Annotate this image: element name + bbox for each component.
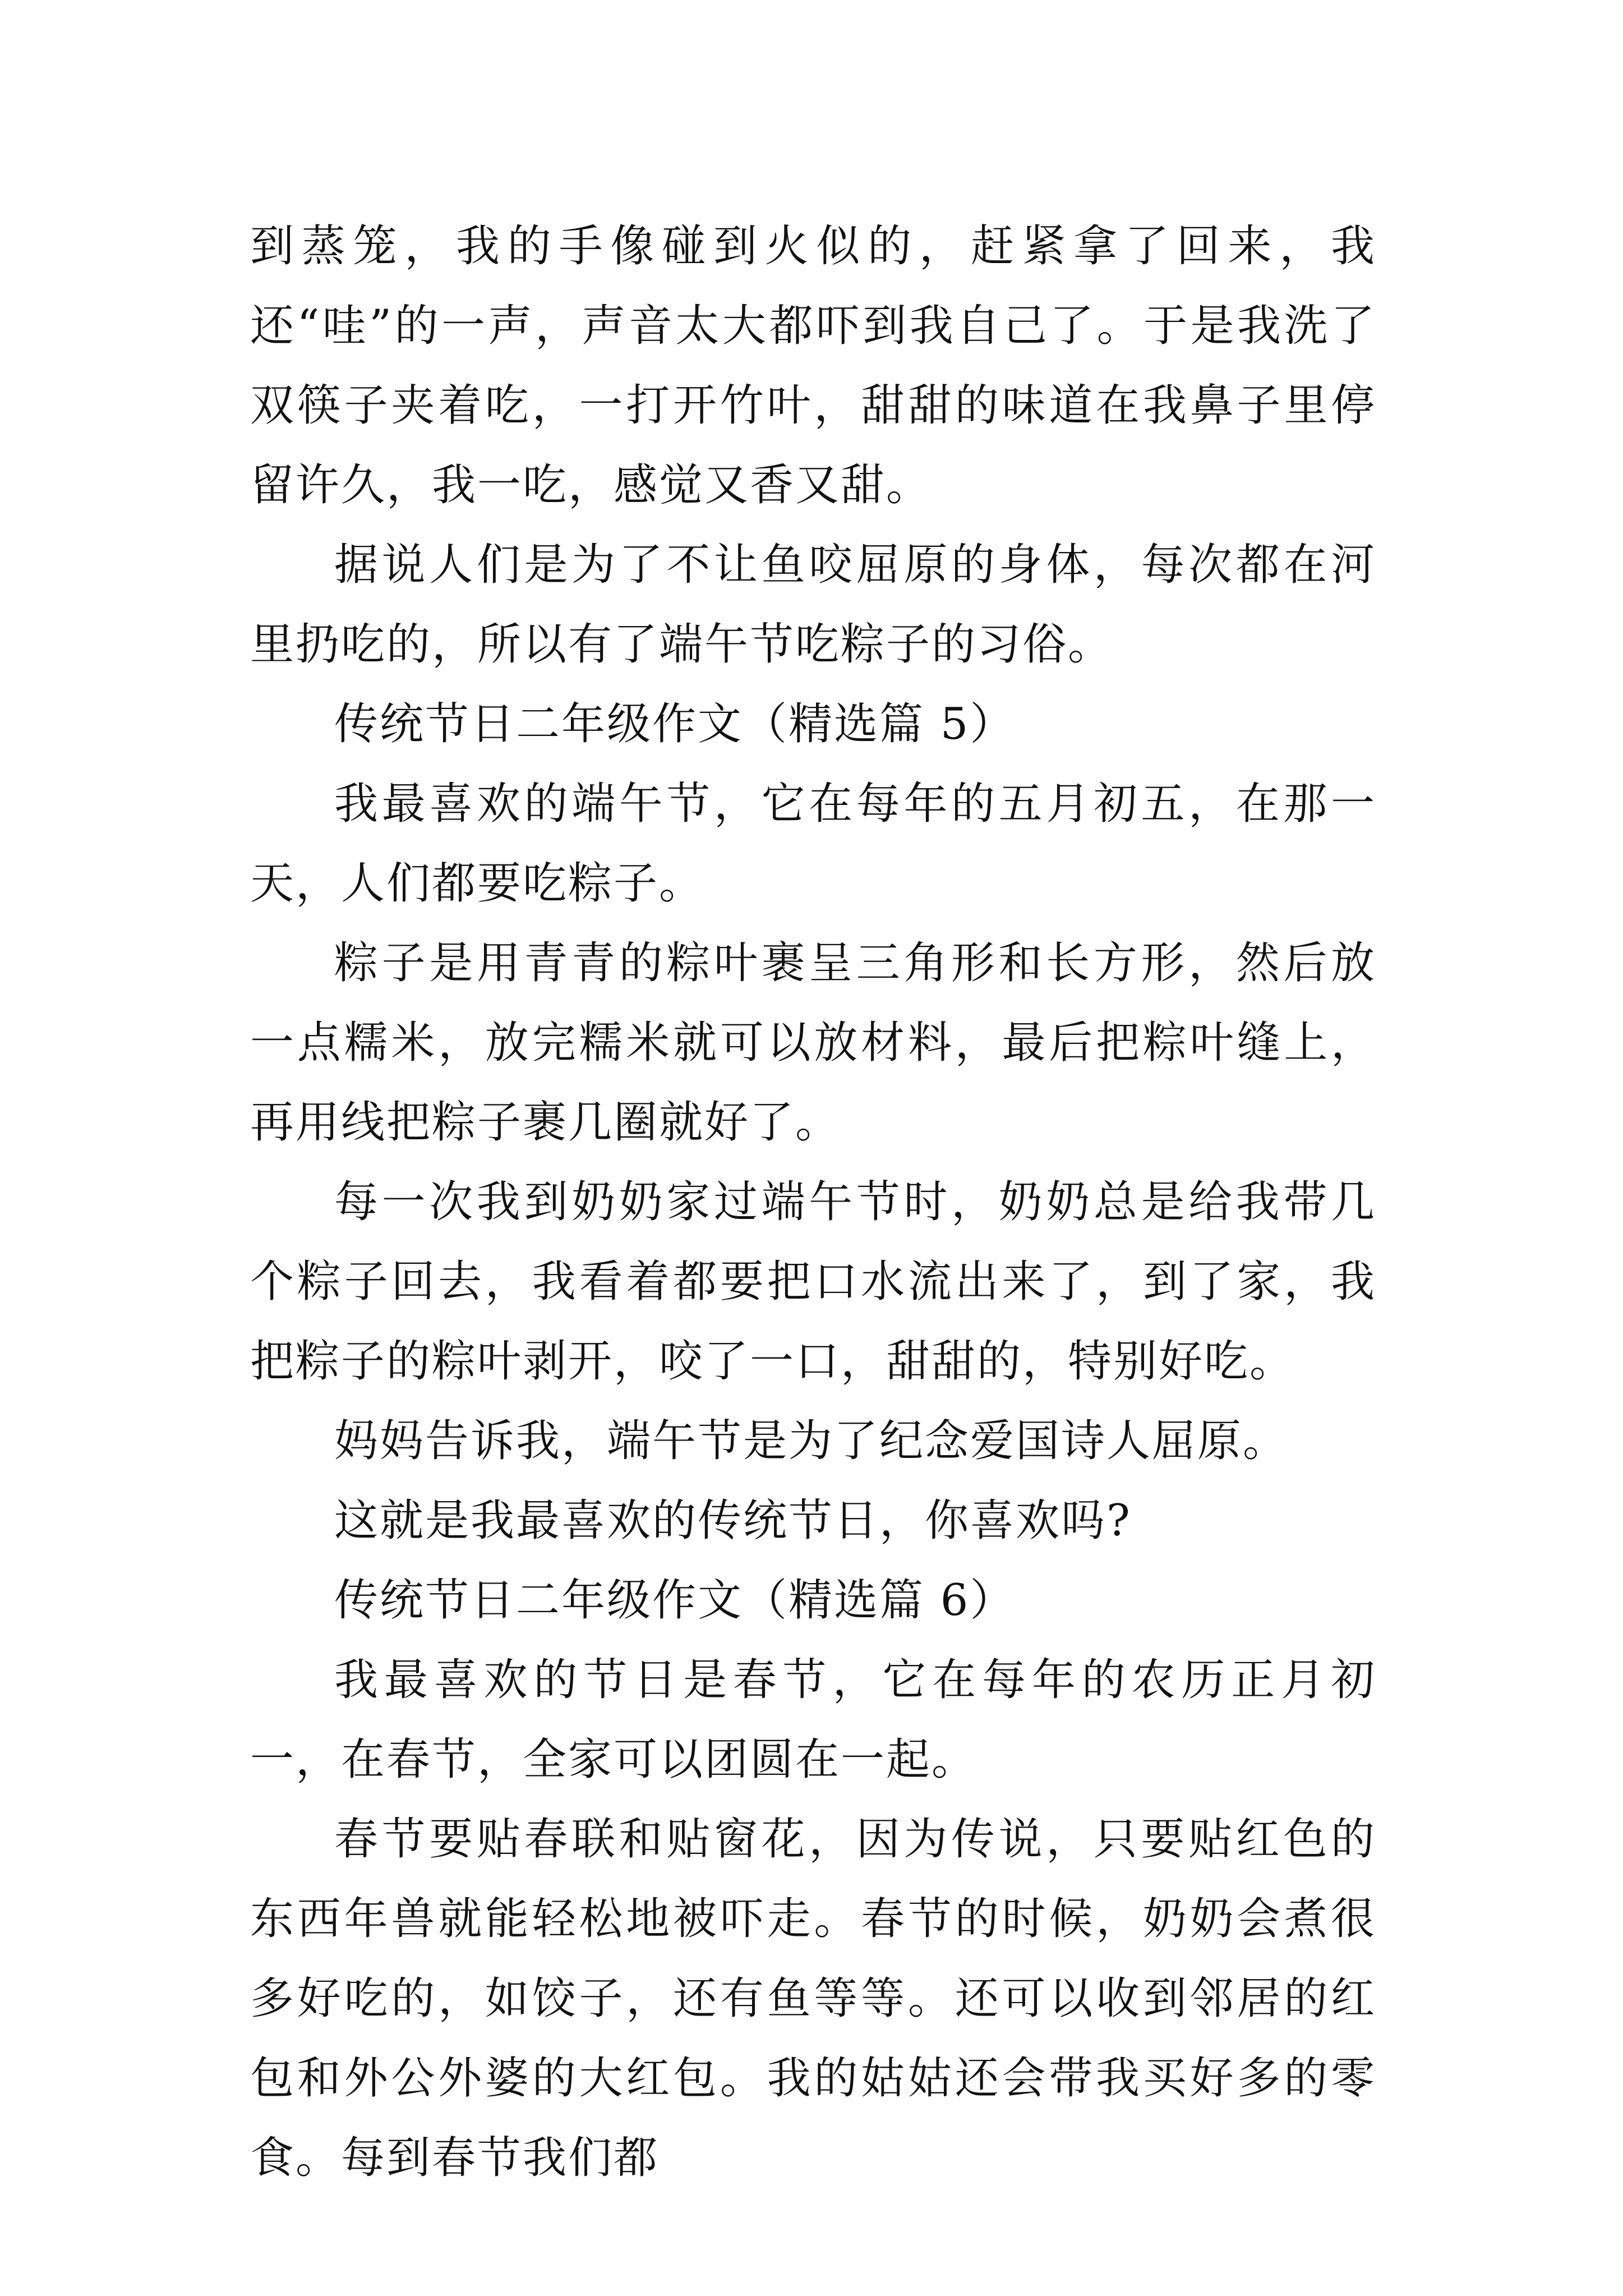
section-heading-5: 传统节日二年级作文（精选篇 5）	[334, 699, 1016, 749]
paragraph-legend: 据说人们是为了不让鱼咬屈原的身体，每次都在河里扔吃的，所以有了端午节吃粽子的习俗。	[250, 540, 1376, 670]
paragraph-spring-festival-customs: 春节要贴春联和贴窗花，因为传说，只要贴红色的东西年兽就能轻松地被吓走。春节的时候，奶奶会煮很多好吃的，如饺子，还有鱼等等。还可以收到邻居的红包和外公外婆的大红包。我的姑姑还会带我买好多的零食。每到春节我们都	[250, 1814, 1376, 2183]
paragraph-continued: 到蒸笼，我的手像碰到火似的，赶紧拿了回来，我还“哇”的一声，声音太大都吓到我自己了。于是我洗了双筷子夹着吃，一打开竹叶，甜甜的味道在我鼻子里停留许久，我一吃，感觉又香又甜。	[250, 221, 1376, 510]
paragraph-dragon-boat-intro: 我最喜欢的端午节，它在每年的五月初五，在那一天，人们都要吃粽子。	[250, 779, 1376, 909]
paragraph-qu-yuan: 妈妈告诉我，端午节是为了纪念爱国诗人屈原。	[334, 1416, 1289, 1466]
document-body	[250, 206, 1376, 2198]
paragraph-grandma-visit: 每一次我到奶奶家过端午节时，奶奶总是给我带几个粽子回去，我看着都要把口水流出来了，到了家，我把粽子的粽叶剥开，咬了一口，甜甜的，特别好吃。	[250, 1177, 1376, 1387]
paragraph-zongzi-making: 粽子是用青青的粽叶裹呈三角形和长方形，然后放一点糯米，放完糯米就可以放材料，最后把粽叶缝上，再用线把粽子裹几圈就好了。	[250, 938, 1376, 1148]
paragraph-question: 这就是我最喜欢的传统节日，你喜欢吗?	[334, 1496, 1132, 1546]
paragraph-spring-festival-intro: 我最喜欢的节日是春节，它在每年的农历正月初一，在春节，全家可以团圆在一起。	[250, 1655, 1376, 1785]
section-heading-6: 传统节日二年级作文（精选篇 6）	[334, 1575, 1016, 1626]
